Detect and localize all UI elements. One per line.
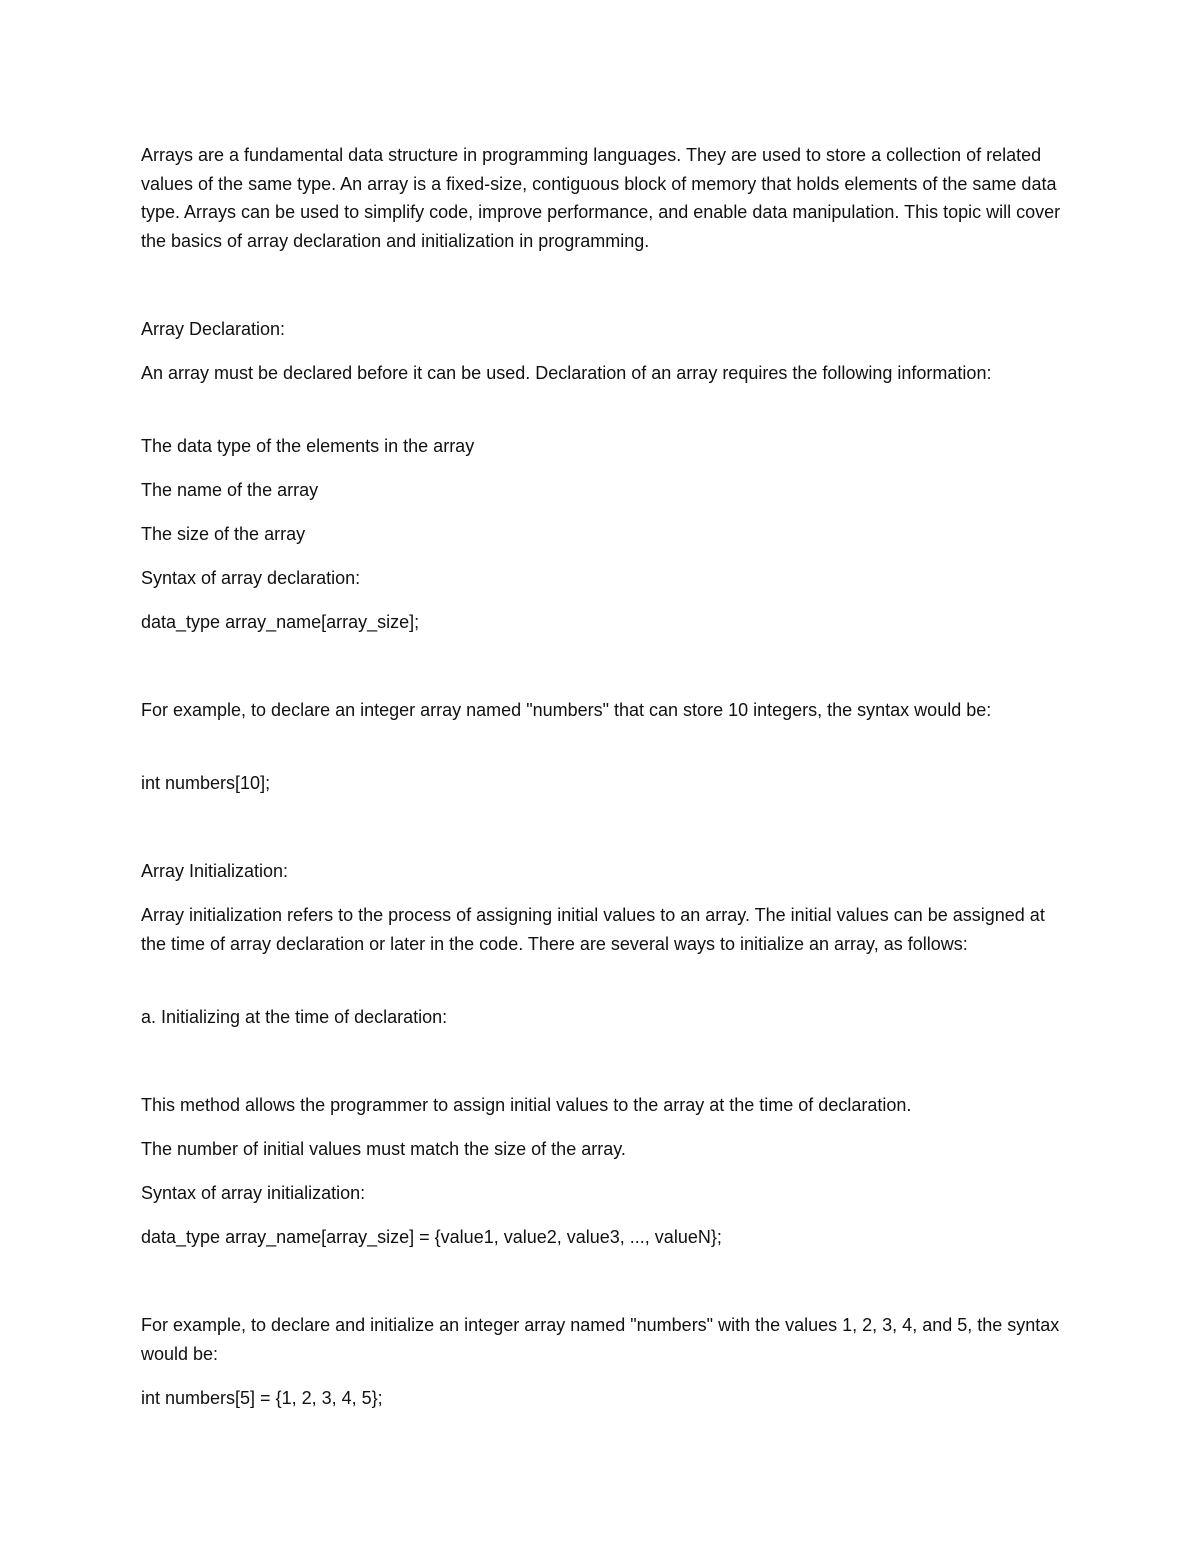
declaration-text: An array must be declared before it can be used. Declaration of an array requires the following information: bbox=[141, 363, 992, 383]
initialization-heading: Array Initialization: bbox=[141, 861, 289, 881]
declaration-syntax-label: Syntax of array declaration: bbox=[141, 568, 361, 588]
declaration-heading: Array Declaration: bbox=[141, 319, 286, 339]
initialization-syntax: data_type array_name[array_size] = {value1, value2, value3, ..., valueN}; bbox=[141, 1227, 722, 1247]
declaration-item-type: The data type of the elements in the array bbox=[141, 436, 475, 456]
initialization-text: Array initialization refers to the process of assigning initial values to an array. The initial values can be assigned at the time of array declaration or later in the code. There are several ways to initialize an array, as follows: bbox=[141, 905, 1045, 954]
intro-paragraph: Arrays are a fundamental data structure in programming languages. They are used to store a collection of related values of the same type. An array is a fixed-size, contiguous block of memory that holds elements of the same data type. Arrays can be used to simplify code, improve performance, and enable data manipulation. This topic will cover the basics of array declaration and initialization in programming. bbox=[141, 145, 1061, 251]
declaration-item-size: The size of the array bbox=[141, 524, 306, 544]
initialization-method-a: a. Initializing at the time of declaration: bbox=[141, 1007, 448, 1027]
initialization-method-text-2: The number of initial values must match the size of the array. bbox=[141, 1139, 626, 1159]
initialization-syntax-label: Syntax of array initialization: bbox=[141, 1183, 366, 1203]
declaration-item-name: The name of the array bbox=[141, 480, 319, 500]
declaration-example-code: int numbers[10]; bbox=[141, 773, 271, 793]
declaration-syntax: data_type array_name[array_size]; bbox=[141, 612, 420, 632]
declaration-example-text: For example, to declare an integer array named "numbers" that can store 10 integers, the syntax would be: bbox=[141, 700, 992, 720]
initialization-method-text-1: This method allows the programmer to assign initial values to the array at the time of declaration. bbox=[141, 1095, 912, 1115]
initialization-example-code: int numbers[5] = {1, 2, 3, 4, 5}; bbox=[141, 1388, 383, 1408]
initialization-example-text: For example, to declare and initialize an integer array named "numbers" with the values 1, 2, 3, 4, and 5, the syntax would be: bbox=[141, 1315, 1060, 1364]
